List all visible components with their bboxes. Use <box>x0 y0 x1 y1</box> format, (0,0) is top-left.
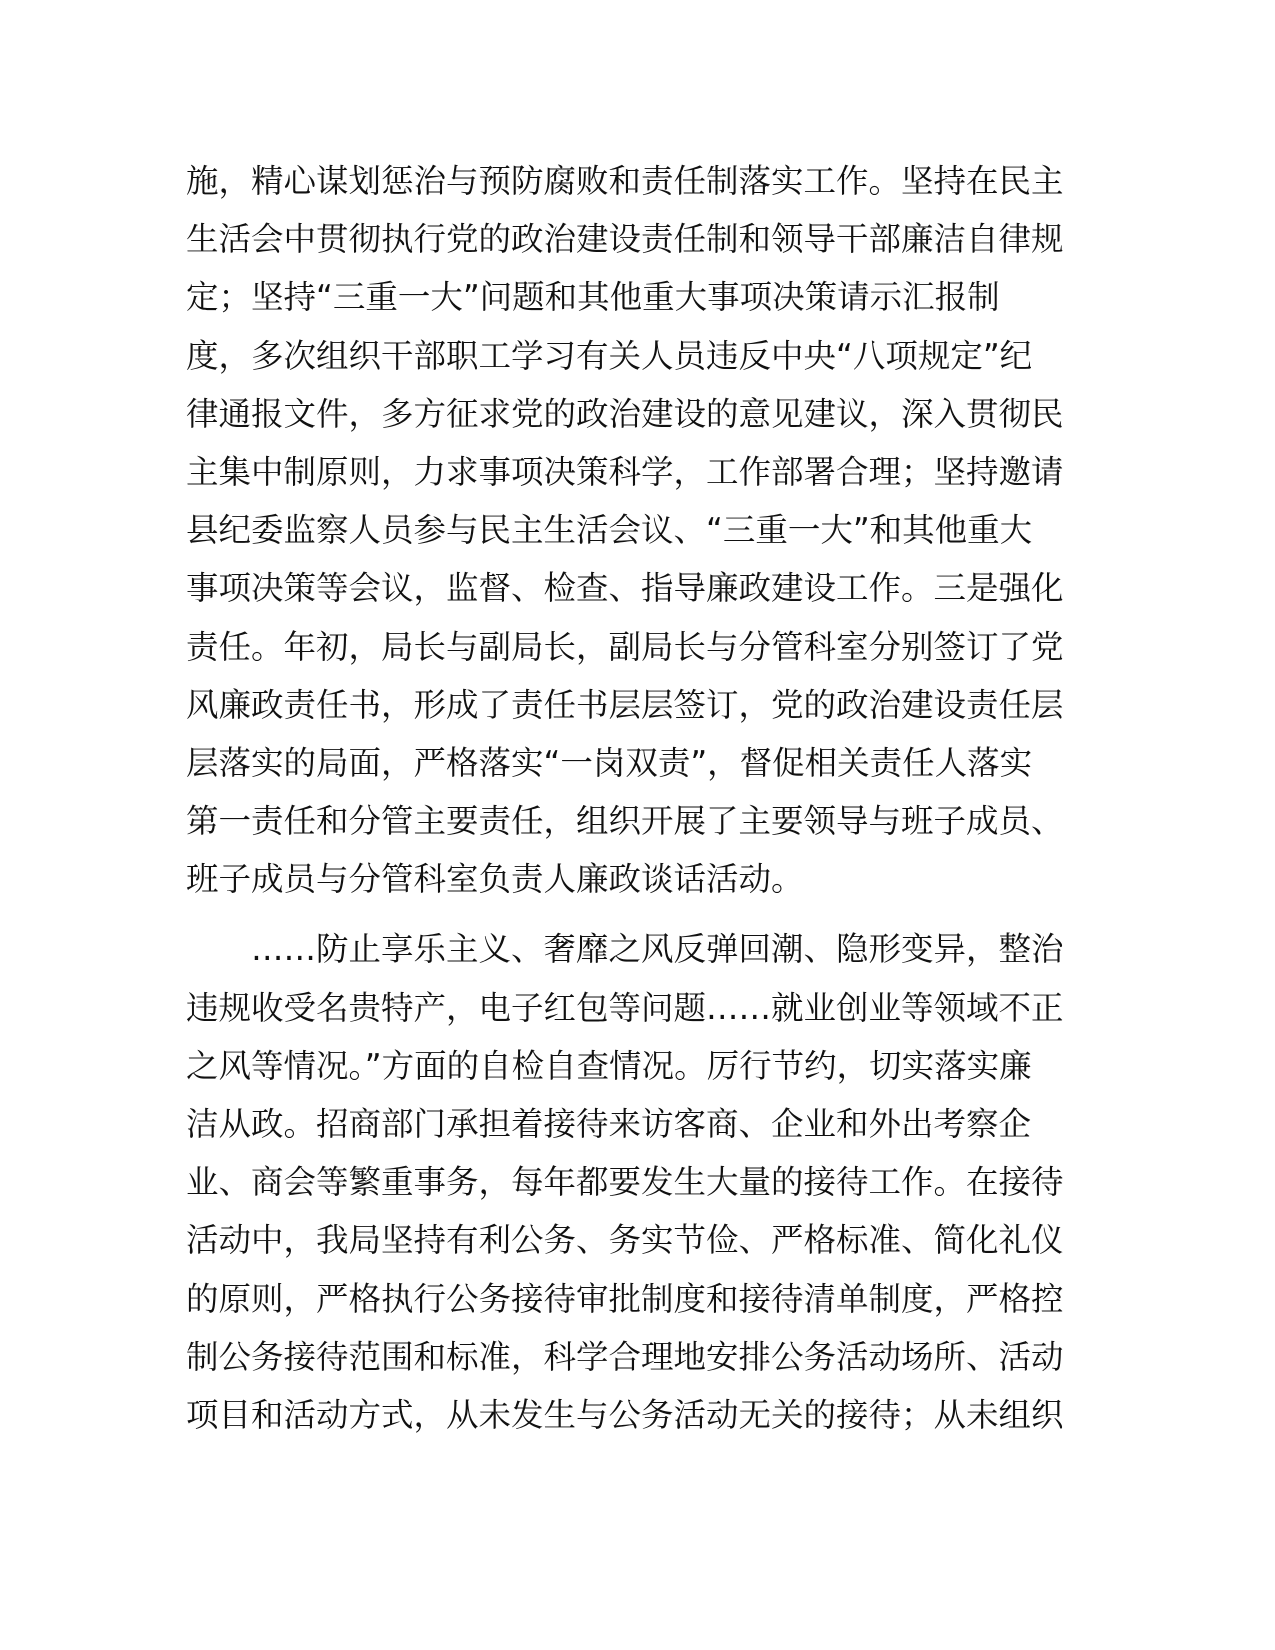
text-line: 班子成员与分管科室负责人廉政谈话活动。 <box>186 860 804 899</box>
text-line: 律通报文件，多方征求党的政治建设的意见建议，深入贯彻民 <box>186 394 1064 433</box>
text-line: 生活会中贯彻执行党的政治建设责任制和领导干部廉洁自律规 <box>186 220 1064 259</box>
paragraph-1 <box>186 152 1086 908</box>
text-line: 县纪委监察人员参与民主生活会议、“三重一大”和其他重大 <box>186 511 1033 550</box>
text-line: ……防止享乐主义、奢靡之风反弹回潮、隐形变异，整治 <box>186 930 1064 969</box>
text-line: 洁从政。招商部门承担着接待来访客商、企业和外出考察企 <box>186 1105 1032 1143</box>
text-line: 制公务接待范围和标准，科学合理地安排公务活动场所、活动 <box>186 1337 1064 1376</box>
text-line: 风廉政责任书，形成了责任书层层签订，党的政治建设责任层 <box>186 685 1064 724</box>
text-line: 活动中，我局坚持有利公务、务实节俭、严格标准、简化礼仪 <box>186 1221 1064 1260</box>
body-text <box>186 152 1086 1444</box>
text-line: 第一责任和分管主要责任，组织开展了主要领导与班子成员、 <box>186 802 1064 841</box>
text-line: 事项决策等会议，监督、检查、指导廉政建设工作。三是强化 <box>186 569 1064 608</box>
paragraph-2 <box>186 920 1086 1444</box>
text-line: 业、商会等繁重事务，每年都要发生大量的接待工作。在接待 <box>186 1163 1064 1202</box>
text-line: 之风等情况。”方面的自检自查情况。厉行节约，切实落实廉 <box>186 1046 1032 1085</box>
text-line: 施，精心谋划惩治与预防腐败和责任制落实工作。坚持在民主 <box>186 162 1064 200</box>
text-line: 责任。年初，局长与副局长，副局长与分管科室分别签订了党 <box>186 627 1064 666</box>
text-line: 主集中制原则，力求事项决策科学，工作部署合理；坚持邀请 <box>186 452 1064 491</box>
text-line: 的原则，严格执行公务接待审批制度和接待清单制度，严格控 <box>186 1279 1064 1318</box>
text-line: 度，多次组织干部职工学习有关人员违反中央“八项规定”纪 <box>186 336 1033 375</box>
text-line: 违规收受名贵特产，电子红包等问题……就业创业等领域不正 <box>186 988 1064 1027</box>
paragraph-gap <box>186 908 1086 920</box>
text-line: 定；坚持“三重一大”问题和其他重大事项决策请示汇报制 <box>186 278 1000 317</box>
text-line: 项目和活动方式，从未发生与公务活动无关的接待；从未组织 <box>186 1395 1064 1434</box>
text-line: 层落实的局面，严格落实“一岗双责”，督促相关责任人落实 <box>186 743 1033 782</box>
